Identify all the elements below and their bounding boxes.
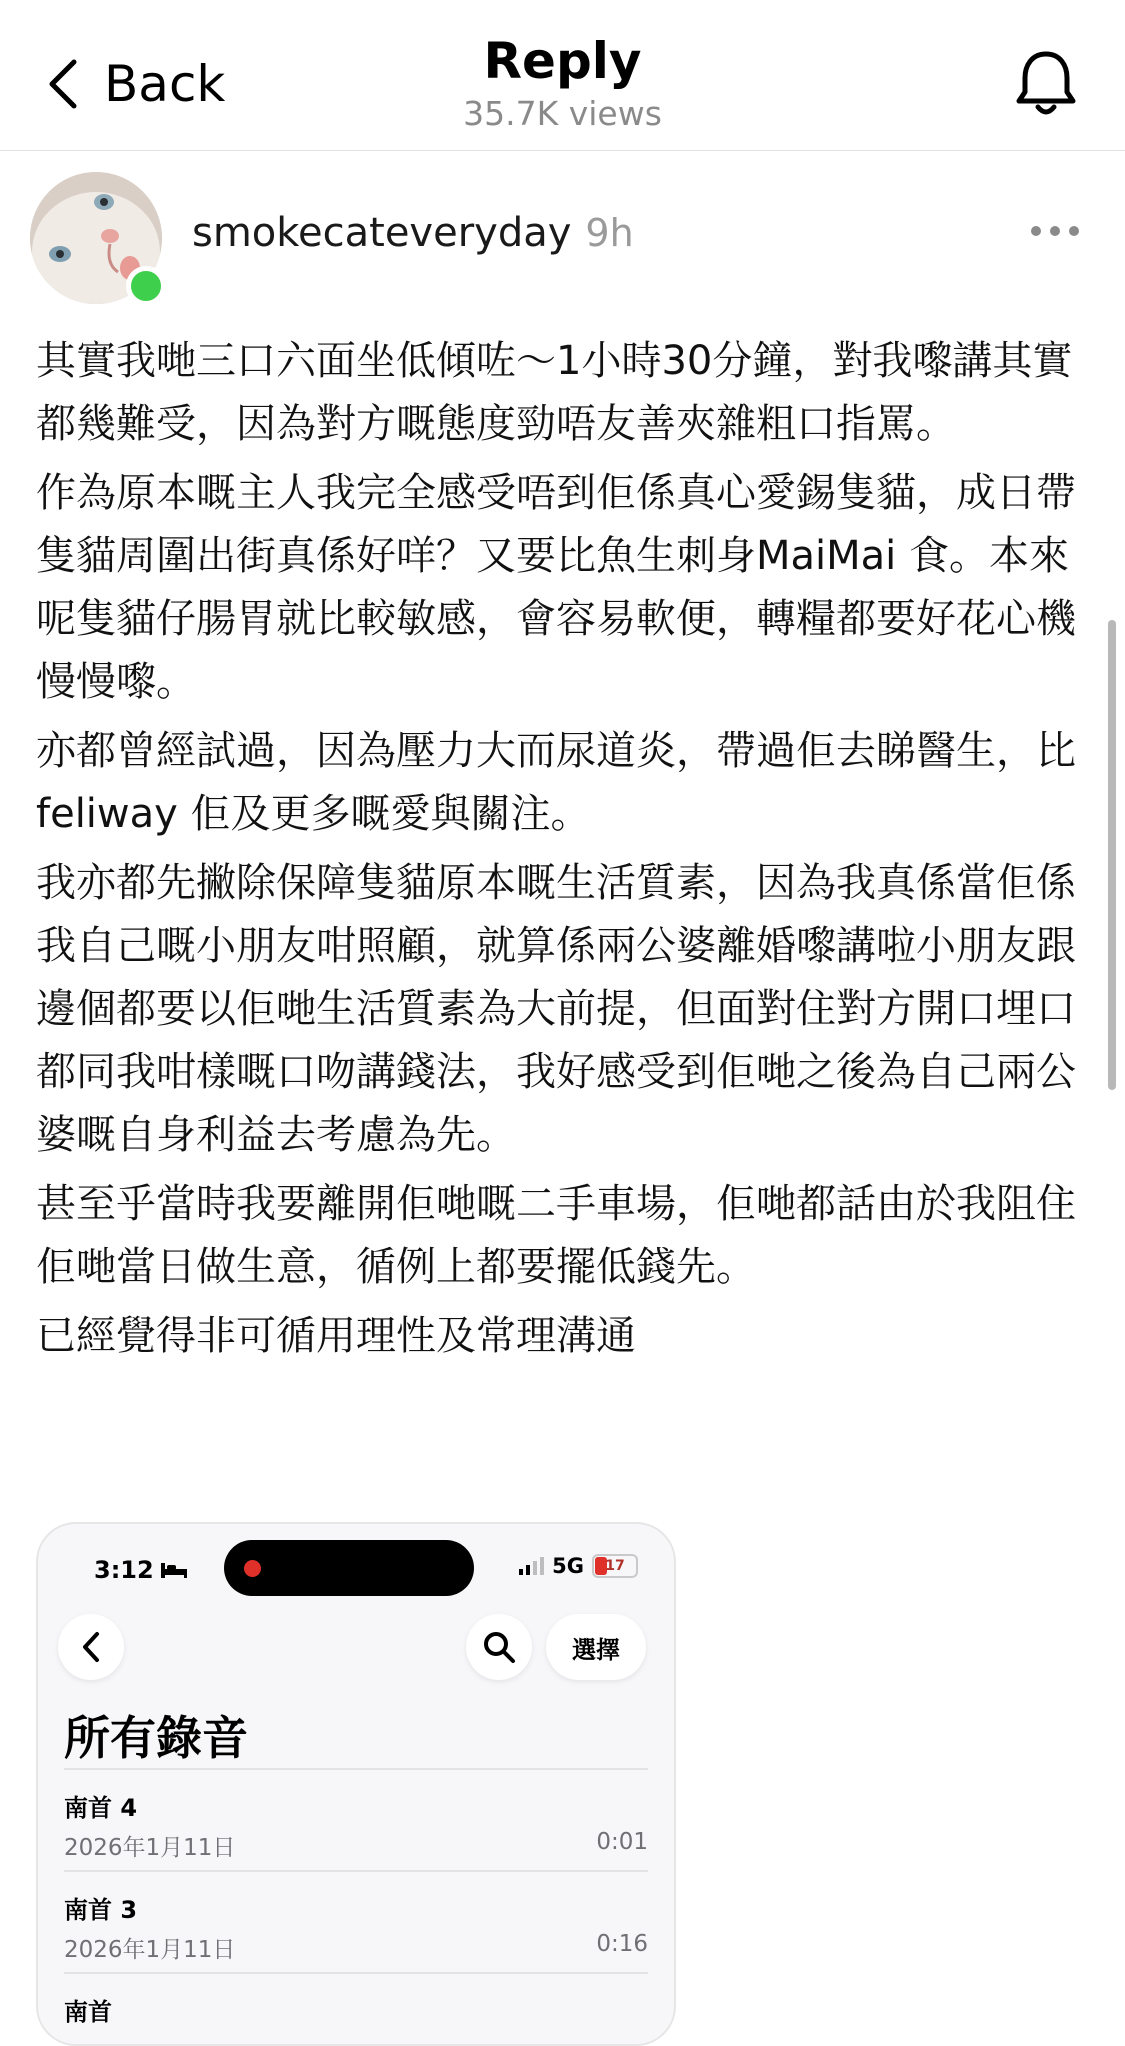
scrollbar[interactable] (1108, 620, 1116, 1090)
battery-level: 17 (605, 1558, 625, 1574)
page-title: Reply (483, 32, 642, 90)
attached-screenshot[interactable] (36, 1522, 676, 2046)
post-time: 9h (585, 211, 634, 255)
chevron-left-icon (80, 1630, 102, 1664)
recording-date: 2026年1月11日 (64, 1835, 236, 1861)
recording-duration: 0:16 (596, 1931, 648, 1957)
post-paragraph: 作為原本嘅主人我完全感受唔到佢係真心愛錫隻貓，成日帶隻貓周圍出街真係好咩？又要比魚生刺身MaiMai 食。本來呢隻貓仔腸胃就比較敏感，會容易軟便，轉糧都要好花心機慢慢嚟。 (36, 470, 1076, 705)
more-dot-icon (1069, 226, 1079, 236)
recording-indicator-icon (244, 1560, 261, 1577)
online-status-dot (126, 266, 166, 306)
bed-icon (160, 1561, 188, 1579)
recording-name: 南首 (64, 1998, 112, 2026)
list-item[interactable] (64, 1768, 648, 1862)
recording-date: 2026年1月11日 (64, 1937, 236, 1963)
post-paragraph: 我亦都先撇除保障隻貓原本嘅生活質素，因為我真係當佢係我自己嘅小朋友咁照顧，就算係兩公婆離婚嚟講啦小朋友跟邊個都要以佢哋生活質素為大前提，但面對住對方開口埋口都同我咁樣嘅口吻講錢法，我好感受到佢哋之後為自己兩公婆嘅自身利益去考慮為先。 (36, 860, 1076, 1158)
status-bar-time (94, 1556, 188, 1584)
recording-duration: 0:01 (596, 1829, 648, 1855)
post-paragraph: 亦都曾經試過，因為壓力大而尿道炎，帶過佢去睇醫生，比 feliway 佢及更多嘅愛與關注。 (36, 728, 1076, 837)
list-item[interactable] (64, 1870, 648, 1964)
more-dot-icon (1031, 226, 1041, 236)
network-label: 5G (552, 1554, 584, 1578)
post-body (36, 330, 1076, 1374)
recordings-title: 所有錄音 (64, 1711, 248, 1765)
top-nav-bar (0, 0, 1125, 151)
signal-icon (519, 1557, 544, 1575)
dynamic-island (224, 1540, 474, 1596)
more-options-button[interactable] (1031, 226, 1079, 236)
search-icon (481, 1629, 517, 1665)
post-paragraph: 其實我哋三口六面坐低傾咗～1小時30分鐘，對我嚟講其實都幾難受，因為對方嘅態度勁唔友善夾雜粗口指罵。 (36, 338, 1073, 447)
post-paragraph: 甚至乎當時我要離開佢哋嘅二手車場，佢哋都話由於我阻住佢哋當日做生意，循例上都要擺低錢先。 (36, 1181, 1076, 1290)
bell-icon[interactable] (1011, 46, 1081, 120)
status-time-text: 3:12 (94, 1556, 154, 1584)
screenshot-select-button[interactable]: 選擇 (546, 1614, 646, 1680)
status-bar-right (519, 1554, 638, 1578)
username[interactable]: smokecateveryday (192, 210, 572, 256)
screenshot-search-button[interactable] (466, 1614, 532, 1680)
back-label: Back (104, 55, 226, 113)
recording-name: 南首 4 (64, 1794, 138, 1822)
more-dot-icon (1050, 226, 1060, 236)
post-paragraph: 已經覺得非可循用理性及常理溝通 (36, 1313, 636, 1359)
view-count: 35.7K views (463, 94, 662, 133)
recording-name: 南首 3 (64, 1896, 138, 1924)
list-item[interactable] (64, 1972, 648, 2027)
battery-icon (592, 1554, 638, 1578)
screenshot-back-button[interactable] (58, 1614, 124, 1680)
